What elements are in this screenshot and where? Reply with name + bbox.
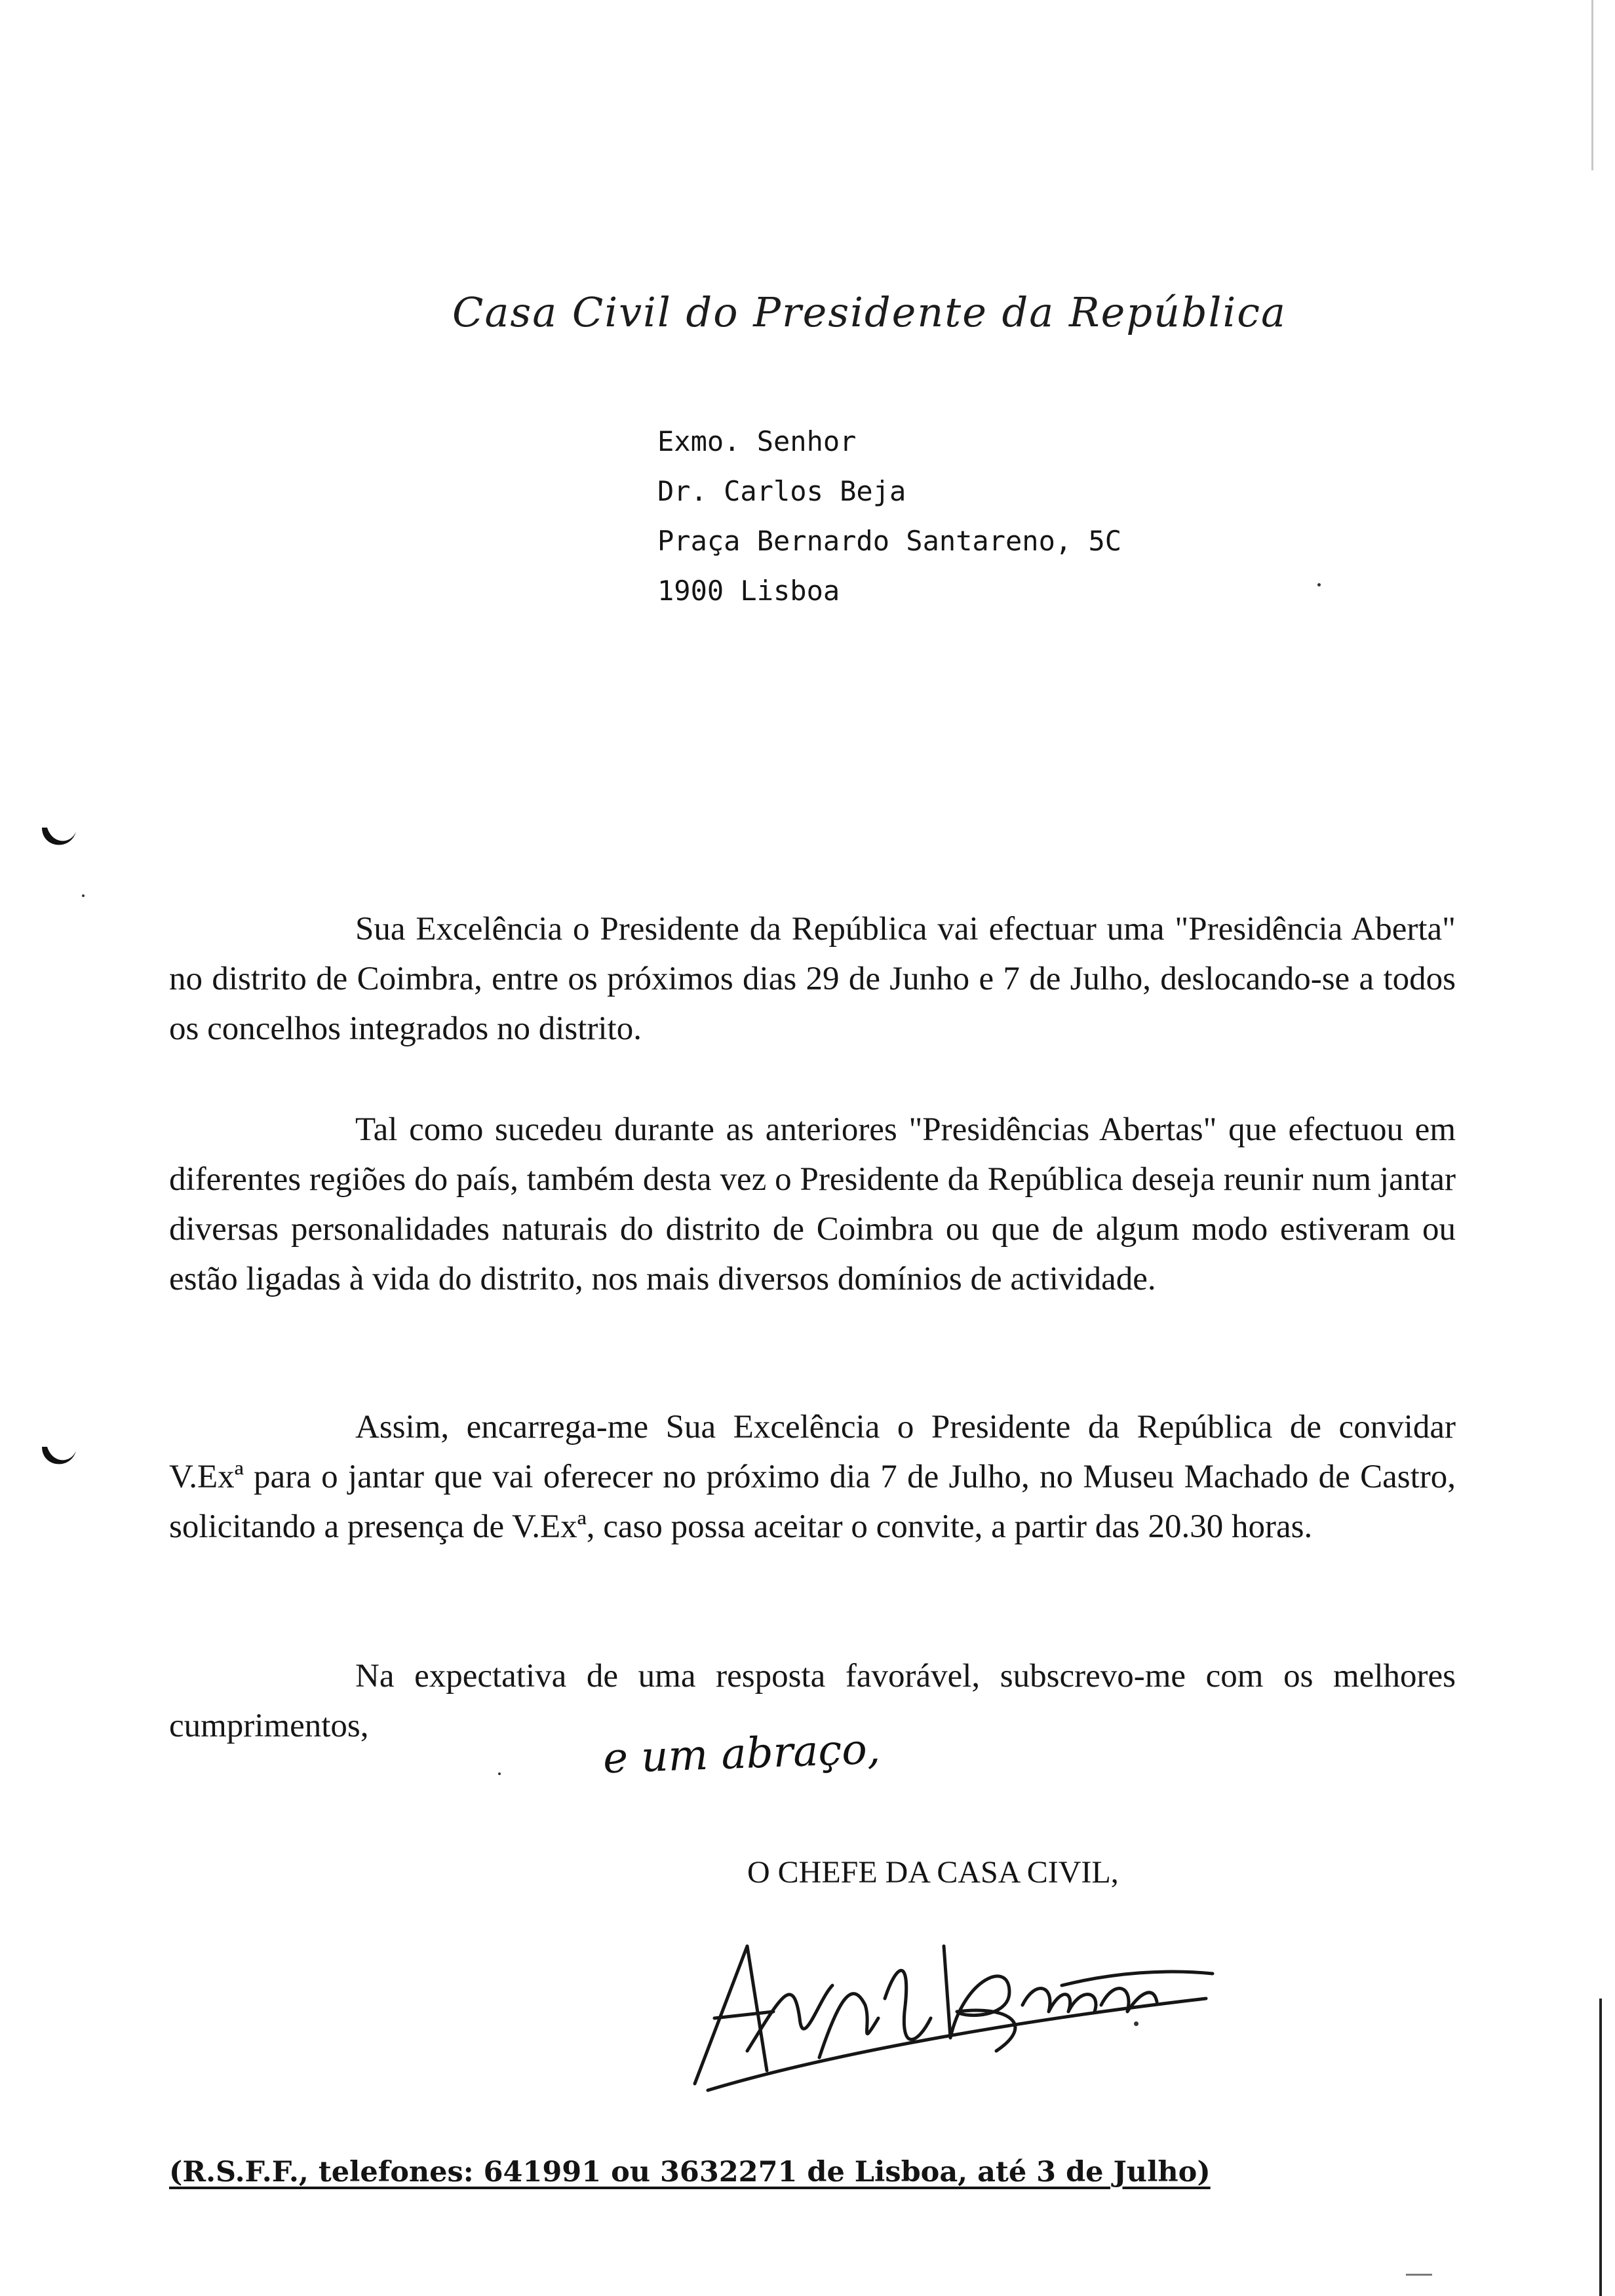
signature-title: O CHEFE DA CASA CIVIL, xyxy=(747,1855,1119,1890)
recipient-salutation: Exmo. Senhor xyxy=(657,425,857,457)
recipient-street: Praça Bernardo Santareno, 5C xyxy=(657,525,1122,557)
body-paragraph-4-text: Na expectativa de uma resposta favorável, subscrevo-me com os melhores cumprimentos, xyxy=(169,1658,1456,1744)
body-paragraph-2-text: Tal como sucedeu durante as anteriores "Presidências Abertas" que efectuou em diferentes regiões do país, também desta vez o Presidente da República deseja reunir num jantar diversas personalidades naturais do distrito de Coimbra ou que de algum modo estiveram ou estão ligadas à vida do distrito, nos mais diversos domínios de actividade. xyxy=(169,1111,1456,1297)
paper-speck xyxy=(82,894,85,897)
punch-hole-mark-top xyxy=(39,822,77,860)
scan-mark xyxy=(1406,2274,1432,2276)
scan-edge-bottom xyxy=(1599,1999,1602,2296)
scan-edge-top xyxy=(1591,0,1593,170)
footer-contact-note: (R.S.F.F., telefones: 641991 ou 3632271 de Lisboa, até 3 de Julho) xyxy=(169,2156,1211,2189)
body-paragraph-1-text: Sua Excelência o Presidente da República vai efectuar uma "Presidência Aberta" no distrito de Coimbra, entre os próximos dias 29 de Junho e 7 de Julho, deslocando-se a todos os concelhos integrados no distrito. xyxy=(169,911,1456,1047)
body-paragraph-2 xyxy=(169,1105,1456,1304)
paper-speck xyxy=(498,1772,501,1775)
body-paragraph-3 xyxy=(169,1402,1456,1552)
letterhead-title: Casa Civil do Presidente da República xyxy=(452,288,1287,336)
punch-hole-mark-bottom xyxy=(39,1442,77,1480)
handwritten-closing-note: e um abraço, xyxy=(602,1725,882,1784)
signature-dot xyxy=(1134,2021,1138,2026)
handwritten-signature xyxy=(669,1920,1232,2103)
body-paragraph-1 xyxy=(169,904,1456,1054)
recipient-city: 1900 Lisboa xyxy=(657,575,840,607)
paper-speck xyxy=(1317,583,1321,586)
recipient-name: Dr. Carlos Beja xyxy=(657,475,906,507)
body-paragraph-3-text: Assim, encarrega-me Sua Excelência o Presidente da República de convidar V.Exª para o jantar que vai oferecer no próximo dia 7 de Julho, no Museu Machado de Castro, solicitando a presença de V.Exª, caso possa aceitar o convite, a partir das 20.30 horas. xyxy=(169,1409,1456,1545)
